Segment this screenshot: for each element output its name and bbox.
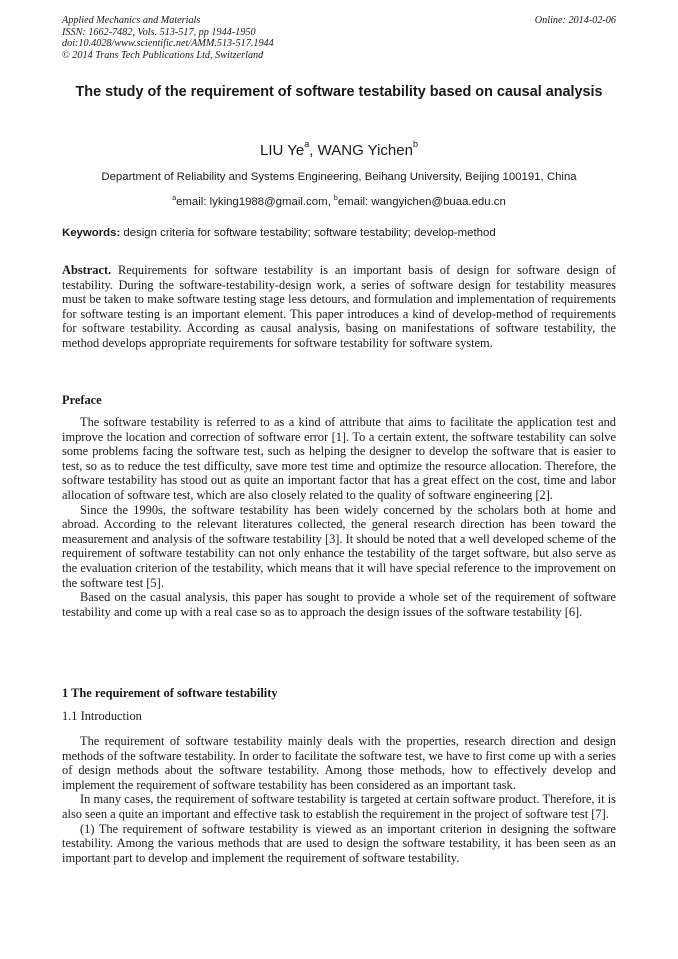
email-line <box>62 191 616 210</box>
email-address: email: wangyichen@buaa.edu.cn <box>337 196 506 208</box>
author-name: WANG Yichen <box>317 142 413 159</box>
paragraph: Since the 1990s, the software testability has been widely concerned by the scholars both at home and abroad. According to the relevant literatures collected, the general research direction has been toward the measurement and analysis of the software testability [3]. It should be noted that a well developed scheme of the requirement of software testability can not only enhance the testability of the target software, but also serve as the evaluation criterion of the testability, which means that it will have special reference to the improvement on the software test [5]. <box>62 502 616 590</box>
author-name: LIU Ye <box>260 142 305 159</box>
issn-line: ISSN: 1662-7482, Vols. 513-517, pp 1944-1950 <box>62 26 256 38</box>
author-separator: , <box>309 142 318 159</box>
paragraph: The software testability is referred to as a kind of attribute that aims to facilitate the application test and improve the location and correction of software error [1]. To a certain extent, the software testability can solve some problems facing the software test, such as helping the designer to develop the software that is easier to test, so as to reduce the test difficulty, save more test time and optimize the resource allocation. Therefore, the software testability has stood out as quite an important factor that has a great effect on the cost, time and labor allocation of software test, which are also closely related to the quality of software engineering [2]. <box>62 415 616 502</box>
paragraph: Based on the casual analysis, this paper has sought to provide a whole set of the requirement of software testability and come up with a real case so as to approach the design issues of the software testability [6]. <box>62 590 616 619</box>
journal-name: Applied Mechanics and Materials <box>62 15 201 26</box>
keywords-text: design criteria for software testability; software testability; develop-method <box>120 227 496 239</box>
preface-body <box>62 415 616 619</box>
author-line <box>62 134 616 161</box>
affiliation: Department of Reliability and Systems Engineering, Beihang University, Beijing 100191, China <box>101 171 577 183</box>
section-heading: 1 The requirement of software testability <box>62 686 278 700</box>
paragraph: (1) The requirement of software testability is viewed as an important criterion in designing the software testability. Among the various methods that are used to design the software testability, it has been seen as an important part to develop and implement the requirement of software testability. <box>62 821 616 865</box>
journal-header <box>62 15 616 61</box>
abstract <box>62 263 616 351</box>
copyright-line: © 2014 Trans Tech Publications Ltd, Switzerland <box>62 49 264 61</box>
paper-title: The study of the requirement of software testability based on causal analysis <box>75 84 603 100</box>
online-date: Online: 2014-02-06 <box>534 15 616 26</box>
doi-line: doi:10.4028/www.scientific.net/AMM.513-517.1944 <box>62 38 274 50</box>
abstract-label: Abstract. <box>62 263 112 277</box>
section-body <box>62 734 616 865</box>
subsection-heading: 1.1 Introduction <box>62 709 142 723</box>
email-address: email: lyking1988@gmail.com, <box>176 196 334 208</box>
section-heading: Preface <box>62 393 102 407</box>
abstract-text: Requirements for software testability is an important basis of design for software design of testability. During the software-testability-design work, a series of software design for testability measures must be taken to make software testing stage less detours, and formulation and implementation of requirements for software testing is an important element. This paper introduces a kind of develop-method of requirements for software testability. According as causal analysis, basing on manifestations of software testability, the method develops appropriate requirements for software testability for software system. <box>62 263 616 350</box>
author-superscript: a <box>304 139 310 149</box>
email-superscript: a <box>172 195 177 202</box>
paragraph: In many cases, the requirement of software testability is targeted at certain software product. Therefore, it is also seen a quite an important and effective task to establish the requirement in the project of software test [7]. <box>62 792 616 821</box>
keywords-label: Keywords: <box>62 227 121 239</box>
keywords <box>62 226 616 241</box>
author-superscript: b <box>412 139 418 149</box>
paragraph: The requirement of software testability mainly deals with the properties, research direction and design methods of the software testability. In order to facilitate the software test, we have to first come up with a series of design methods about the software testability. Among those methods, how to effectively develop and implement the requirement of software testability has been considered as an important task. <box>62 734 616 792</box>
email-superscript: b <box>333 195 338 202</box>
